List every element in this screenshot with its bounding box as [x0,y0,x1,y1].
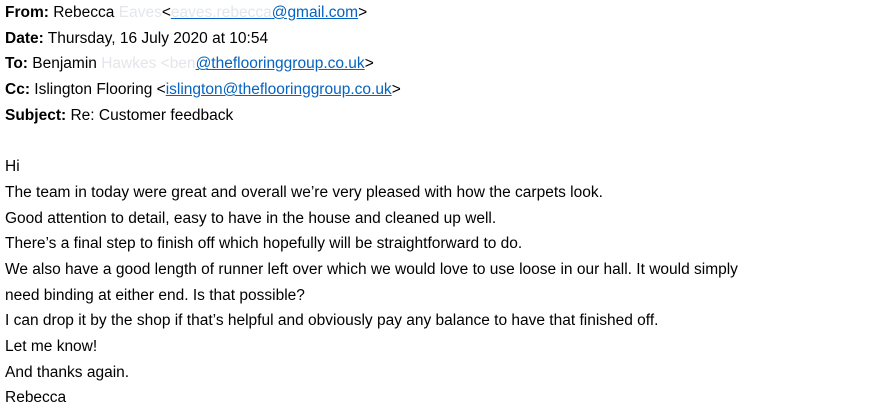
body-line: Good attention to detail, easy to have in the house and cleaned up well. [5,209,497,227]
date-row [5,26,896,52]
cc-email-link[interactable]: islington@theflooringgroup.co.uk [165,81,392,99]
redacted-recipient: Hawkes <ben [101,55,196,73]
body-line: need binding at either end. Is that possible? [5,286,305,304]
sender-email-link[interactable] [171,4,358,21]
date-value: Thursday, 16 July 2020 at 10:54 [47,29,269,47]
sender-email-domain: @gmail.com [271,4,359,21]
recipient-name: Benjamin [32,55,97,73]
from-email-open: < [161,4,171,21]
date-label: Date: [5,29,44,47]
signature: Rebecca [5,389,67,407]
cc-name: Islington Flooring < [34,81,166,99]
cc-email-close: > [391,81,401,99]
body-line: Let me know! [5,337,98,355]
body-line: Hi [5,158,20,176]
message-body [5,154,896,411]
recipient-email-link[interactable]: @theflooringgroup.co.uk [195,55,365,73]
from-email-close: > [358,4,368,21]
to-label: To: [5,55,28,73]
from-row [5,0,896,26]
cc-row [5,77,896,103]
to-row [5,51,896,77]
redacted-sender-email: eaves.rebecca [170,4,272,21]
body-line: There’s a final step to finish off which hopefully will be straightforward to do. [5,235,523,253]
subject-label: Subject: [5,106,67,124]
header-body-spacer [5,128,896,154]
body-line: And thanks again. [5,363,130,381]
redacted-sender-surname: Eaves [118,4,162,21]
body-line: I can drop it by the shop if that’s helpful and obviously pay any balance to have that finished off. [5,312,659,330]
subject-value: Re: Customer feedback [70,106,234,124]
to-email-close: > [364,55,374,73]
from-label: From: [5,4,49,21]
body-line: We also have a good length of runner left over which we would love to use loose in our hall. It would simply [5,260,738,278]
subject-row [5,103,896,129]
cc-label: Cc: [5,81,30,99]
body-line: The team in today were great and overall we’re very pleased with how the carpets look. [5,183,603,201]
sender-name: Rebecca [53,4,115,21]
